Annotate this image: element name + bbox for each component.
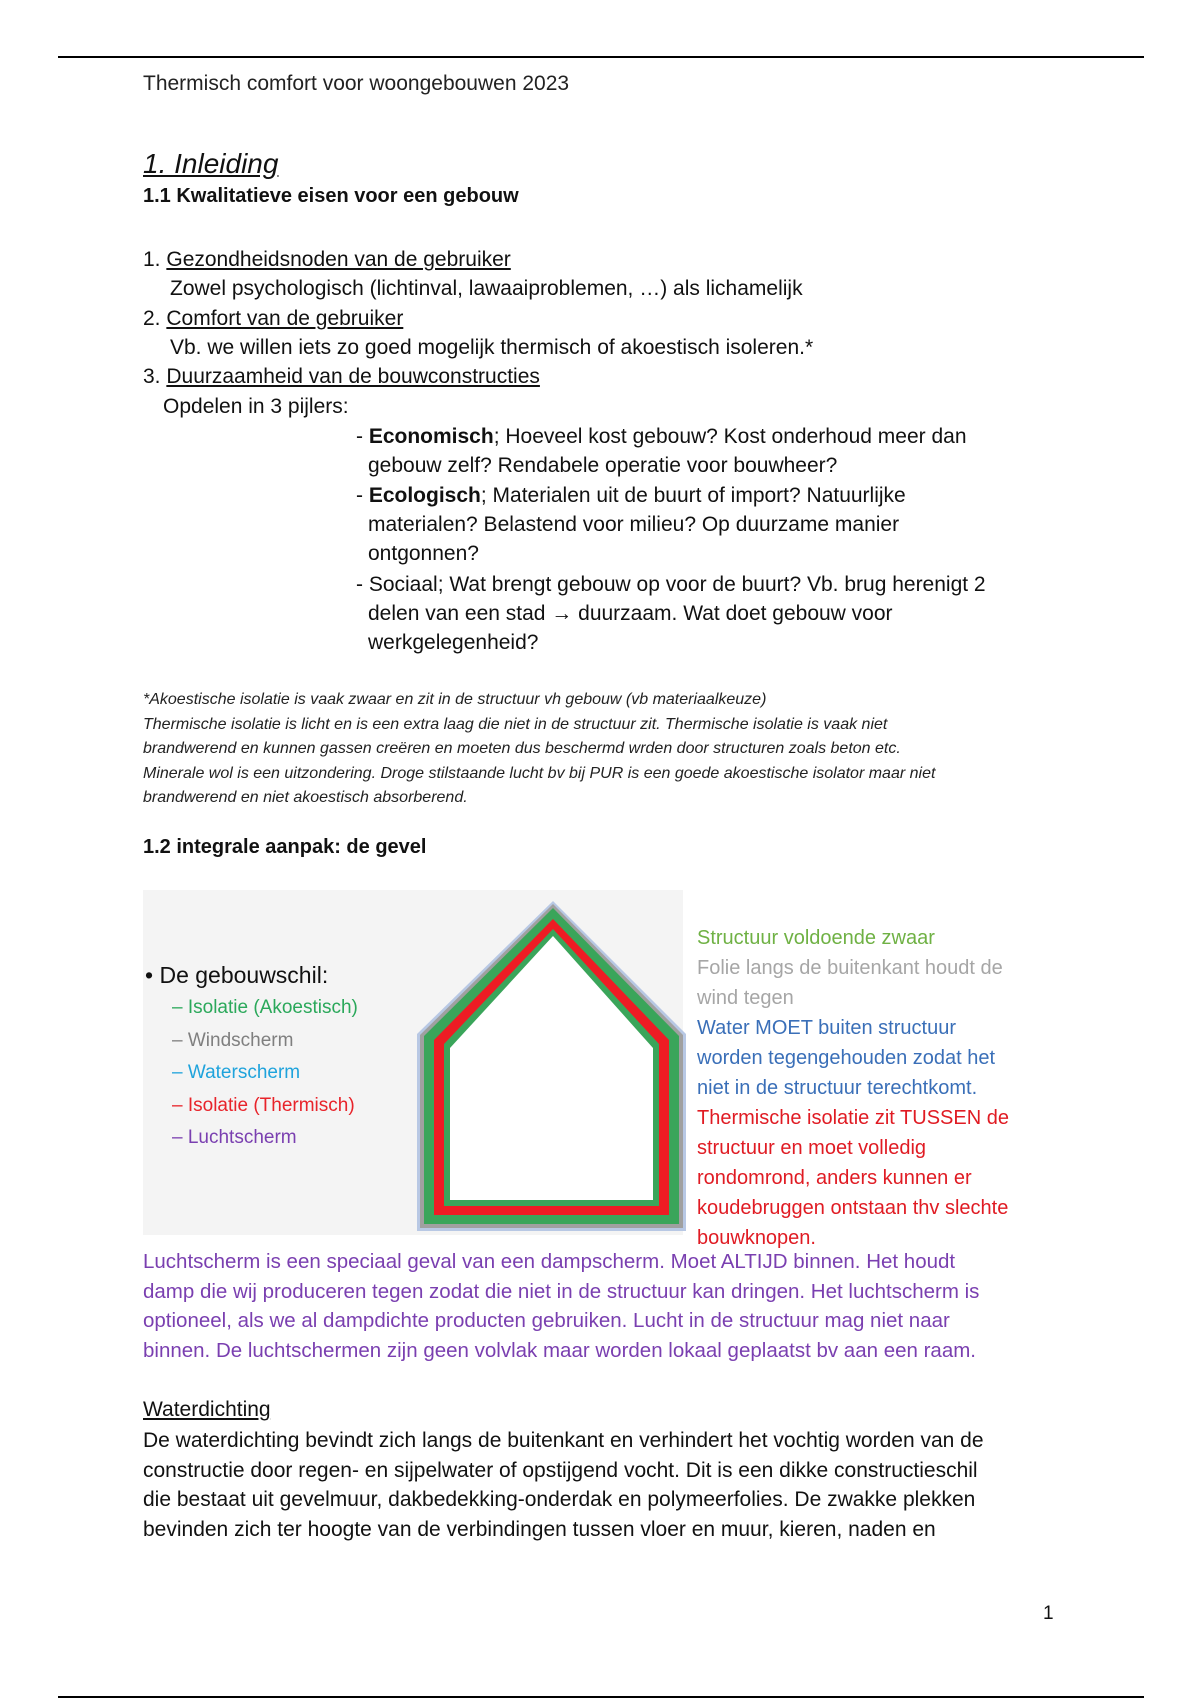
house-diagram: [410, 895, 690, 1235]
list-item: [143, 245, 511, 274]
footnote-line: brandwerend en niet akoestisch absorberend.: [143, 789, 468, 806]
pillar-line: ; Hoeveel kost gebouw? Kost onderhoud meer dan: [493, 425, 967, 448]
pillar-ecologisch: - Ecologisch; Materialen uit de buurt of import? Natuurlijke materialen? Belastend voor milieu? Op duurzame manier ontgonnen?: [356, 481, 906, 568]
legend-item-windscherm: – Windscherm: [172, 1030, 294, 1051]
list-title: Gezondheidsnoden van de gebruiker: [166, 248, 511, 271]
note-folie: Folie langs de buitenkant houdt de: [697, 957, 1003, 979]
legend-item-luchtscherm: – Luchtscherm: [172, 1127, 297, 1148]
legend-item-isolatie-thermisch: – Isolatie (Thermisch): [172, 1095, 355, 1116]
legend-title-text: De gebouwschil:: [159, 962, 329, 988]
paragraph-line: die bestaat uit gevelmuur, dakbedekking-onderdak en polymeerfolies. De zwakke plekken: [143, 1488, 976, 1511]
paragraph-line: optioneel, als we al dampdichte producten gebruiken. Lucht in de structuur mag niet naar: [143, 1309, 950, 1332]
legend-item-isolatie-akoestisch: – Isolatie (Akoestisch): [172, 997, 358, 1018]
section-title: 1. Inleiding: [143, 148, 279, 179]
top-rule: [58, 56, 1144, 58]
paragraph-line: damp die wij produceren tegen zodat die niet in de structuur kan dringen. Het luchtscherm is: [143, 1279, 980, 1303]
footnote-line: Thermische isolatie is licht en is een extra laag die niet in de structuur zit. Thermische isolatie is vaak niet: [143, 715, 888, 733]
paragraph-line: De waterdichting bevindt zich langs de buitenkant en verhindert het vochtig worden van de: [143, 1429, 984, 1452]
page-number: 1: [1043, 1603, 1054, 1624]
bottom-rule: [58, 1696, 1144, 1698]
note-water: Water MOET buiten structuur: [697, 1017, 956, 1039]
note-thermisch: Thermische isolatie zit TUSSEN de: [697, 1107, 1009, 1129]
list-desc: Opdelen in 3 pijlers:: [163, 395, 349, 418]
note-thermisch: structuur en moet volledig: [697, 1137, 927, 1159]
list-desc: Zowel psychologisch (lichtinval, lawaaiproblemen, …) als lichamelijk: [170, 277, 803, 300]
pillar-economisch: - Economisch; Hoeveel kost gebouw? Kost onderhoud meer dan gebouw zelf? Rendabele operatie voor bouwheer?: [356, 422, 967, 480]
paragraph-line: constructie door regen- en sijpelwater of opstijgend vocht. Dit is een dikke constructieschil: [143, 1458, 978, 1482]
list-number: 1.: [143, 248, 161, 271]
footnote-line: *Akoestische isolatie is vaak zwaar en zit in de structuur vh gebouw (vb materiaalkeuze): [143, 691, 767, 708]
note-thermisch: koudebruggen ontstaan thv slechte: [697, 1197, 1009, 1219]
footnote-line: brandwerend en kunnen gassen creëren en moeten dus beschermd wrden door structuren zoals beton etc.: [143, 740, 901, 757]
note-water: worden tegengehouden zodat het: [697, 1047, 996, 1069]
pillar-bold: Ecologisch: [368, 484, 481, 507]
pillar-line: Sociaal; Wat brengt gebouw op voor de buurt? Vb. brug herenigt 2: [368, 573, 986, 596]
paragraph-line: bevinden zich ter hoogte van de verbindingen tussen vloer en muur, kieren, naden en: [143, 1517, 936, 1541]
note-thermisch: bouwknopen.: [697, 1227, 816, 1249]
legend-title: • De gebouwschil:: [145, 962, 329, 988]
note-structuur: Structuur voldoende zwaar: [697, 927, 935, 949]
list-item: [143, 304, 403, 333]
pillar-line: werkgelegenheid?: [368, 631, 539, 654]
list-item: [143, 362, 540, 391]
diagram-notes: [697, 923, 1077, 1253]
footnote: [143, 688, 1083, 811]
pillar-line: delen van een stad → duurzaam. Wat doet gebouw voor: [368, 602, 893, 625]
list-title: Duurzaamheid van de bouwconstructies: [166, 365, 540, 388]
note-water: niet in de structuur terechtkomt.: [697, 1077, 978, 1099]
list-number: 2.: [143, 307, 161, 330]
legend-item-waterscherm: – Waterscherm: [172, 1062, 301, 1083]
waterdichting-title: Waterdichting: [143, 1398, 271, 1421]
footnote-line: Minerale wol is een uitzondering. Droge stilstaande lucht bv bij PUR is een goede akoestische isolator maar niet: [143, 764, 936, 782]
pillar-bold: Economisch: [368, 425, 494, 448]
pillar-line: ; Materialen uit de buurt of import? Natuurlijke: [480, 484, 906, 507]
paragraph-line: binnen. De luchtschermen zijn geen volvlak maar worden lokaal geplaatst bv aan een raam.: [143, 1338, 977, 1362]
note-folie: wind tegen: [697, 987, 794, 1009]
list-number: 3.: [143, 365, 161, 388]
list-desc: Vb. we willen iets zo goed mogelijk thermisch of akoestisch isoleren.*: [170, 336, 814, 359]
page-header: Thermisch comfort voor woongebouwen 2023: [143, 72, 570, 95]
pillar-line: materialen? Belastend voor milieu? Op duurzame manier: [368, 513, 900, 536]
paragraph-line: Luchtscherm is een speciaal geval van een dampscherm. Moet ALTIJD binnen. Het houdt: [143, 1250, 956, 1273]
pillar-line: ontgonnen?: [368, 542, 479, 565]
list-title: Comfort van de gebruiker: [166, 307, 404, 330]
pillar-sociaal: - Sociaal; Wat brengt gebouw op voor de buurt? Vb. brug herenigt 2 delen van een stad → duurzaam. Wat doet gebouw voor werkgelegenheid?: [356, 570, 986, 657]
luchtscherm-paragraph: [143, 1247, 1093, 1365]
note-thermisch: rondomrond, anders kunnen er: [697, 1167, 972, 1189]
pillar-line: gebouw zelf? Rendabele operatie voor bouwheer?: [368, 454, 838, 477]
subsection-title: 1.1 Kwalitatieve eisen voor een gebouw: [143, 185, 519, 207]
waterdichting-paragraph: [143, 1426, 1083, 1544]
subsection-title-gevel: 1.2 integrale aanpak: de gevel: [143, 836, 427, 858]
